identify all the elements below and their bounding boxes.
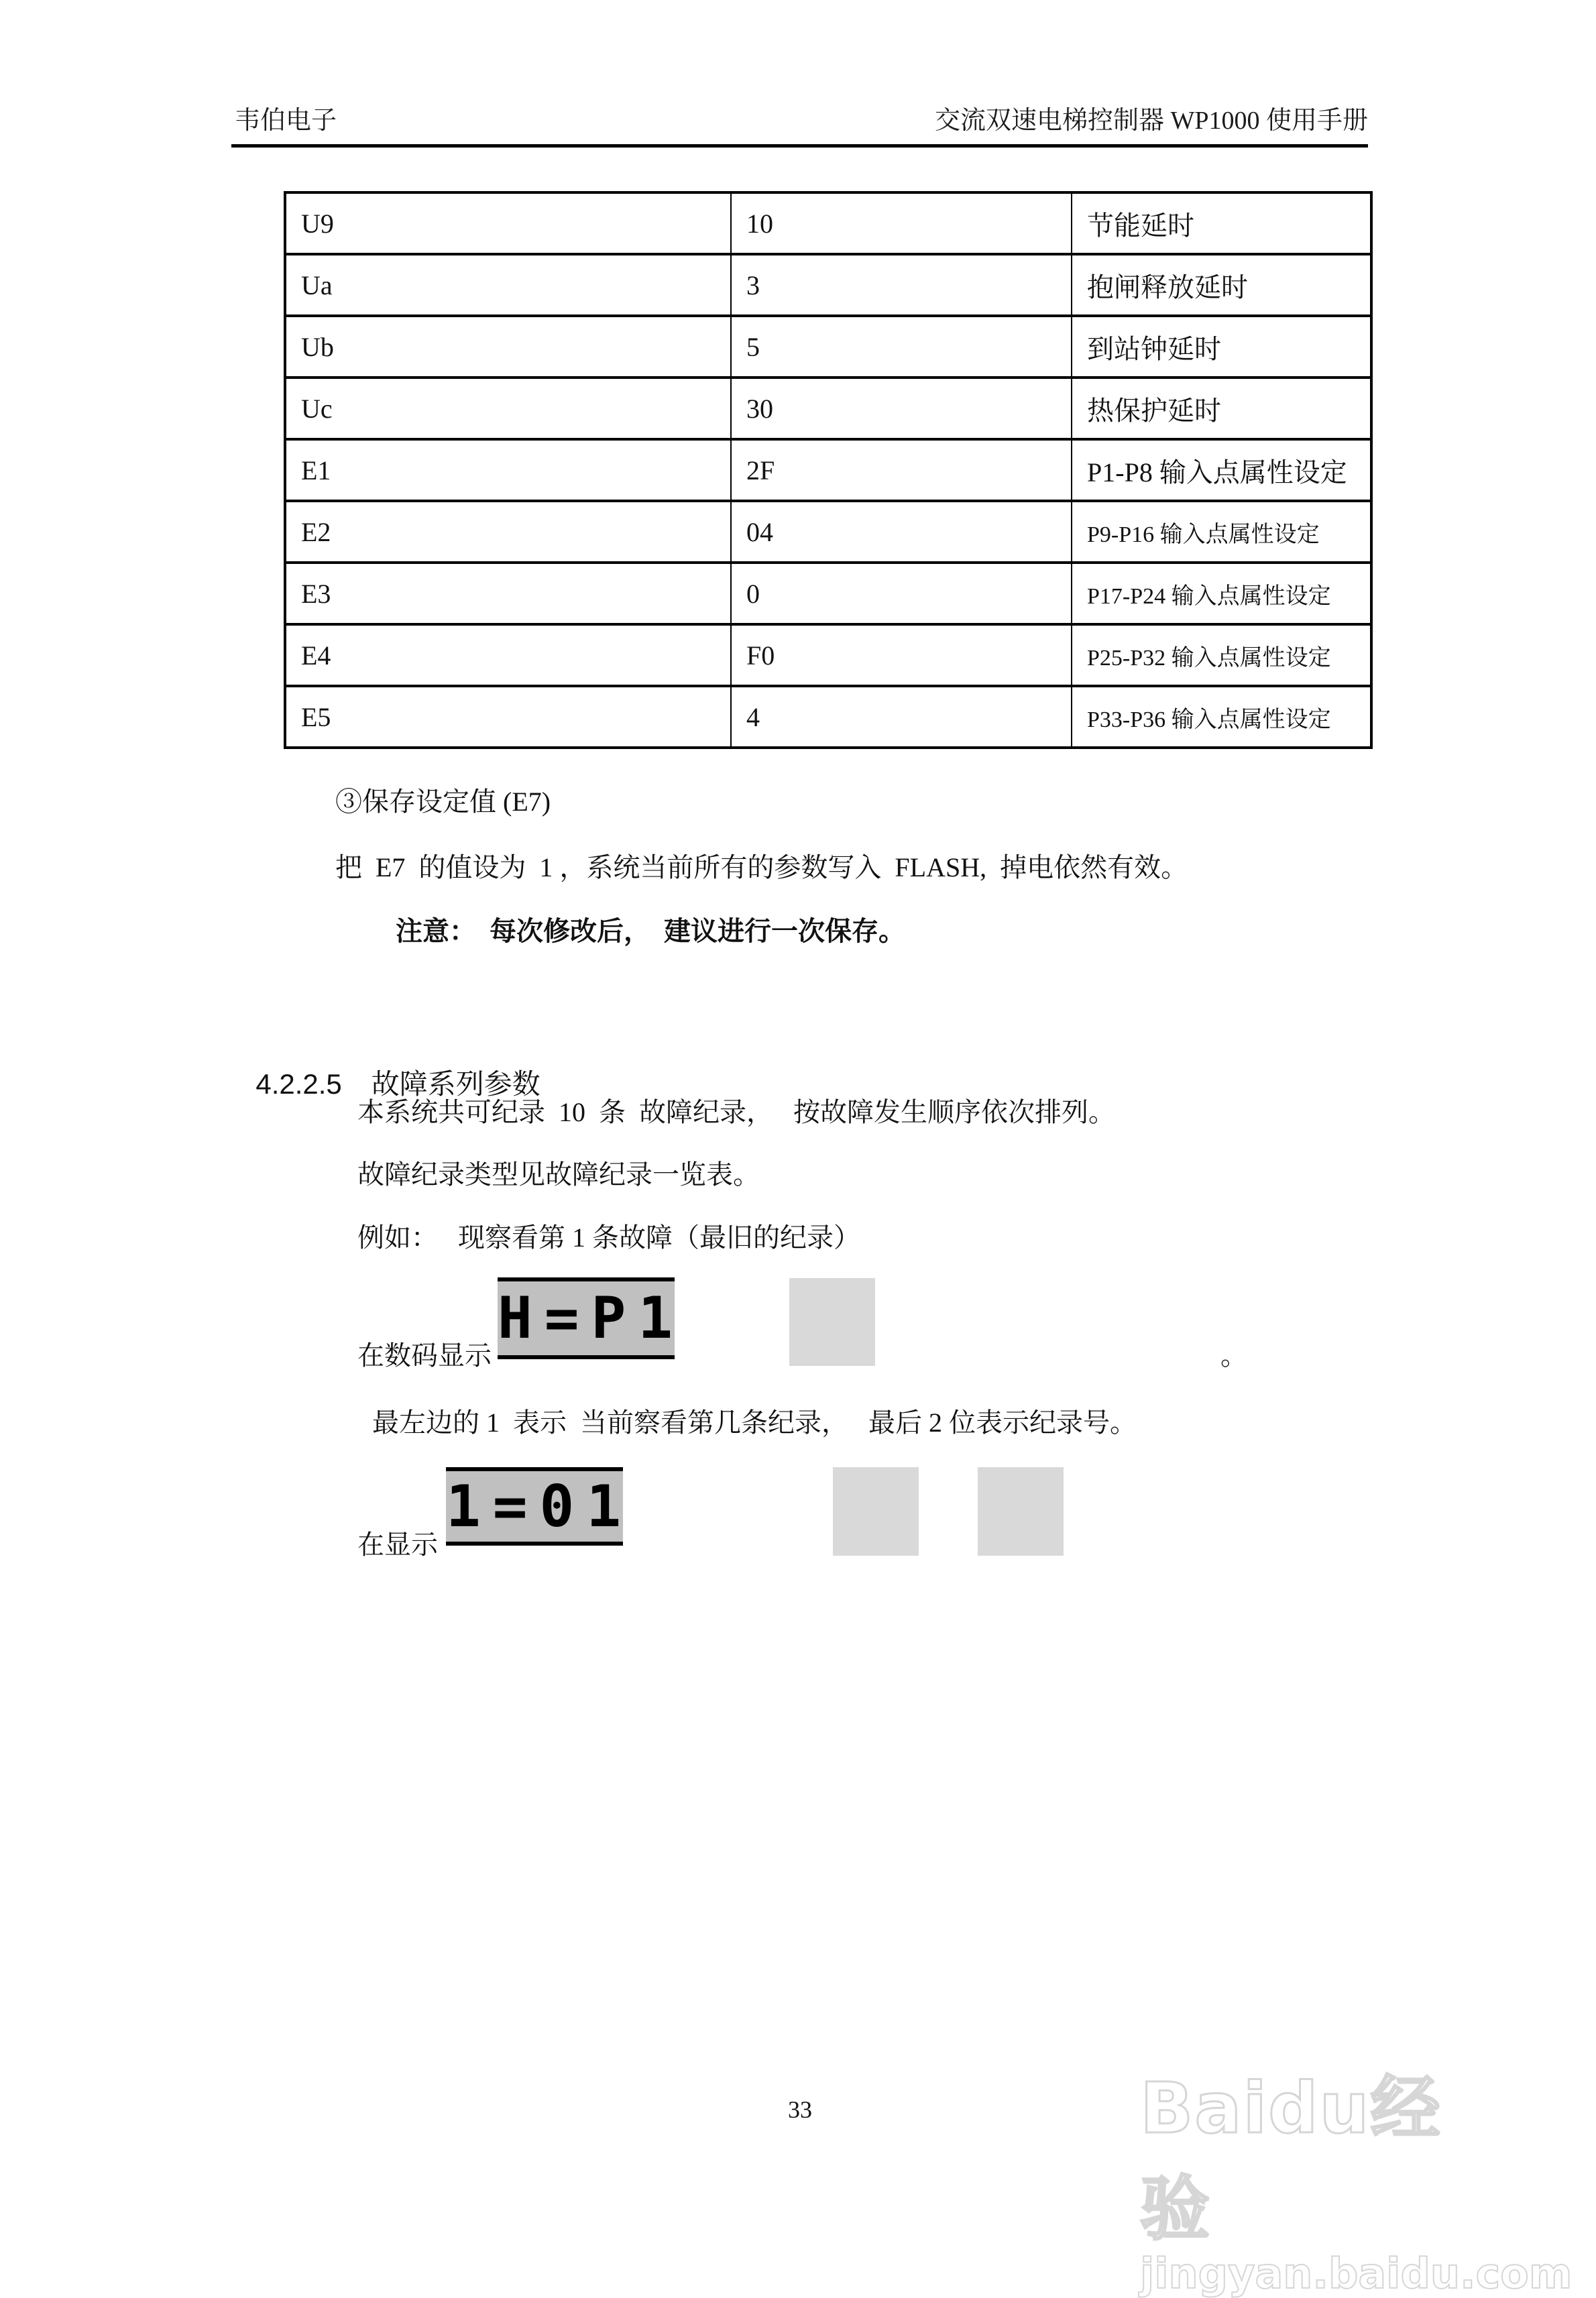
param-code: E5 xyxy=(285,686,731,748)
header-manual-title: 交流双速电梯控制器 WP1000 使用手册 xyxy=(934,107,1368,135)
param-value: 3 xyxy=(731,254,1072,316)
table-row xyxy=(285,563,1371,624)
section-number: 4.2.2.5 xyxy=(255,1068,342,1100)
save-note: 注意： 每次修改后， 建议进行一次保存。 xyxy=(396,916,905,946)
table-row xyxy=(285,378,1371,439)
param-desc: 抱闸释放延时 xyxy=(1072,254,1371,316)
param-value: 5 xyxy=(731,316,1072,378)
table-row xyxy=(285,439,1371,501)
param-desc: P33-P36 输入点属性设定 xyxy=(1072,686,1371,748)
table-row xyxy=(285,254,1371,316)
section-heading xyxy=(240,1036,540,1101)
param-code: Ua xyxy=(285,254,731,316)
save-section-title: ③保存设定值 (E7) xyxy=(335,787,551,817)
lcd-display-1 xyxy=(498,1277,685,1359)
display2-label: 在显示 xyxy=(357,1530,438,1560)
param-value: 04 xyxy=(731,501,1072,563)
section-title: 故障系列参数 xyxy=(371,1070,540,1100)
fault-paragraph-1: 本系统共可纪录 10 条 故障纪录， 按故障发生顺序依次排列。 xyxy=(357,1097,1115,1127)
table-row xyxy=(285,192,1371,254)
page-number: 33 xyxy=(788,2096,812,2123)
param-code: E3 xyxy=(285,563,731,624)
lcd-display-2-value: 1=01 xyxy=(446,1473,634,1540)
lcd-display-1-value: H=P1 xyxy=(498,1285,685,1352)
image-placeholder xyxy=(833,1467,919,1556)
baidu-logo-icon: Baidu经验 xyxy=(1140,2067,1442,2250)
save-section-body: 把 E7 的值设为 1 ，系统当前所有的参数写入 FLASH, 掉电依然有效。 xyxy=(335,852,1188,882)
image-placeholder xyxy=(978,1467,1064,1556)
param-code: E2 xyxy=(285,501,731,563)
param-desc: P9-P16 输入点属性设定 xyxy=(1072,501,1371,563)
param-code: Ub xyxy=(285,316,731,378)
fault-paragraph-3: 例如： 现察看第 1 条故障（最旧的纪录） xyxy=(357,1222,860,1253)
header-rule xyxy=(231,144,1368,148)
param-desc: 热保护延时 xyxy=(1072,378,1371,439)
table-row xyxy=(285,686,1371,748)
table-row xyxy=(285,624,1371,686)
param-value: 10 xyxy=(731,192,1072,254)
param-value: 30 xyxy=(731,378,1072,439)
param-value: 4 xyxy=(731,686,1072,748)
parameter-table xyxy=(284,191,1373,749)
display-explanation: 最左边的 1 表示 当前察看第几条纪录， 最后 2 位表示纪录号。 xyxy=(372,1407,1137,1438)
param-desc: P1-P8 输入点属性设定 xyxy=(1072,439,1371,501)
param-code: Uc xyxy=(285,378,731,439)
lcd-display-2 xyxy=(446,1467,634,1546)
param-desc: 节能延时 xyxy=(1072,192,1371,254)
param-value: 0 xyxy=(731,563,1072,624)
header-company: 韦伯电子 xyxy=(235,107,337,135)
fault-paragraph-2: 故障纪录类型见故障纪录一览表。 xyxy=(357,1159,760,1190)
param-value: 2F xyxy=(731,439,1072,501)
param-value: F0 xyxy=(731,624,1072,686)
param-code: E1 xyxy=(285,439,731,501)
table-row xyxy=(285,501,1371,563)
param-desc: 到站钟延时 xyxy=(1072,316,1371,378)
watermark-url: jingyan.baidu.com xyxy=(1140,2249,1573,2298)
display1-period: 。 xyxy=(1220,1340,1247,1371)
param-code: E4 xyxy=(285,624,731,686)
table-row xyxy=(285,316,1371,378)
image-placeholder xyxy=(789,1278,875,1366)
param-desc: P17-P24 输入点属性设定 xyxy=(1072,563,1371,624)
display1-label: 在数码显示 xyxy=(357,1340,492,1371)
param-desc: P25-P32 输入点属性设定 xyxy=(1072,624,1371,686)
baidu-watermark xyxy=(1140,2052,1573,2298)
param-code: U9 xyxy=(285,192,731,254)
